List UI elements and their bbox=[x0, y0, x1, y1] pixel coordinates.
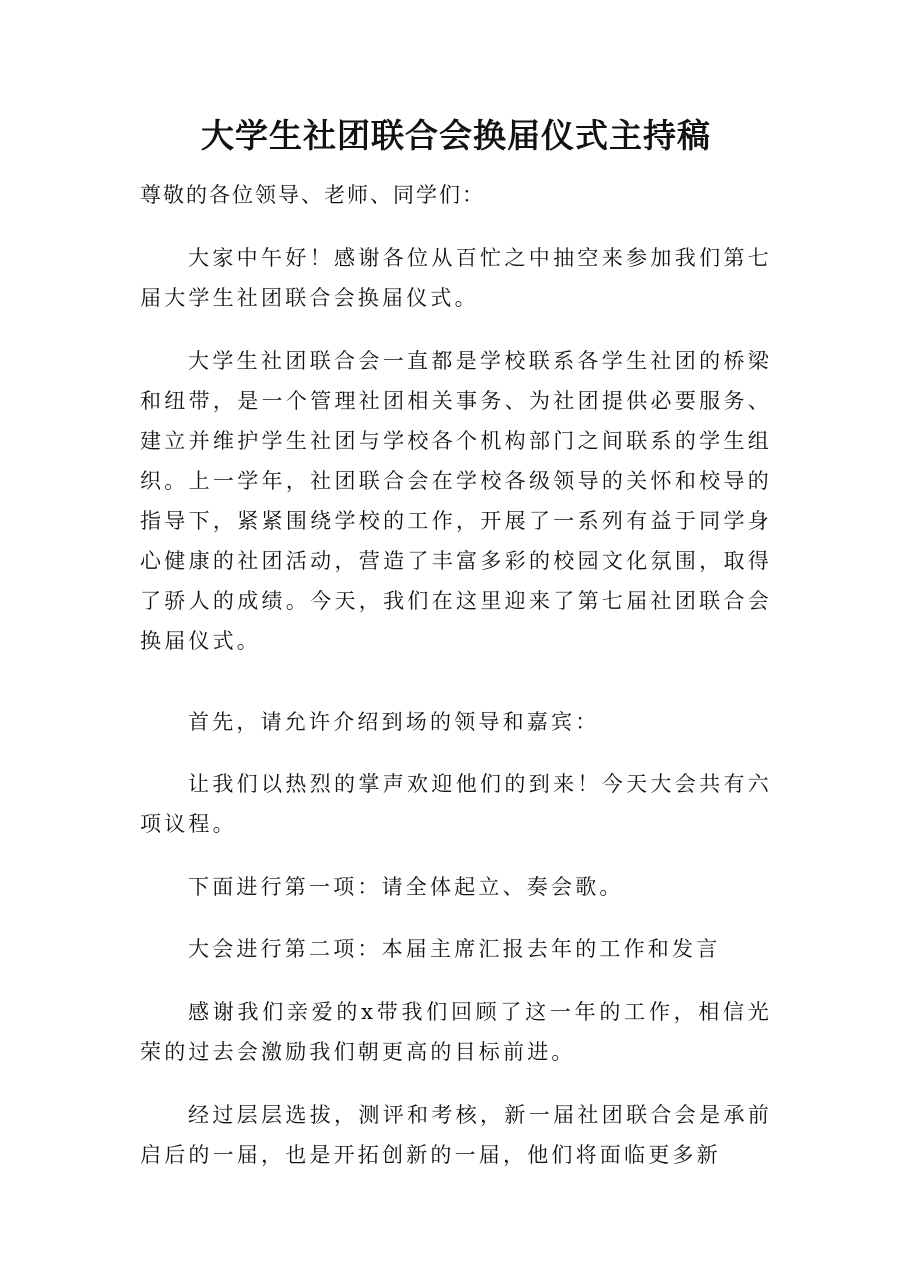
document-title: 大学生社团联合会换届仪式主持稿 bbox=[201, 116, 711, 155]
paragraph-thanks: 感谢我们亲爱的x带我们回顾了这一年的工作，相信光荣的过去会激励我们朝更高的目标前进。 bbox=[140, 1000, 772, 1064]
paragraph-agenda-item-2: 大会进行第二项：本届主席汇报去年的工作和发言 bbox=[188, 937, 721, 961]
salutation: 尊敬的各位领导、老师、同学们： bbox=[140, 183, 485, 207]
paragraph-welcome: 让我们以热烈的掌声欢迎他们的到来！今天大会共有六项议程。 bbox=[140, 772, 772, 836]
paragraph-new-committee: 经过层层选拔，测评和考核，新一届社团联合会是承前启后的一届，也是开拓创新的一届，他们将面临更多新 bbox=[140, 1103, 772, 1167]
paragraph-greeting: 大家中午好！感谢各位从百忙之中抽空来参加我们第七届大学生社团联合会换届仪式。 bbox=[140, 246, 772, 310]
paragraph-introduction: 大学生社团联合会一直都是学校联系各学生社团的桥梁和纽带，是一个管理社团相关事务、为社团提供必要服务、建立并维护学生社团与学校各个机构部门之间联系的学生组织。上一学年，社团联合会在学校各级领导的关怀和校导的指导下，紧紧围绕学校的工作，开展了一系列有益于同学身心健康的社团活动，营造了丰富多彩的校园文化氛围，取得了骄人的成绩。今天，我们在这里迎来了第七届社团联合会换届仪式。 bbox=[140, 349, 772, 653]
paragraph-guests: 首先，请允许介绍到场的领导和嘉宾： bbox=[188, 710, 600, 734]
paragraph-agenda-item-1: 下面进行第一项：请全体起立、奏会歌。 bbox=[188, 875, 624, 899]
